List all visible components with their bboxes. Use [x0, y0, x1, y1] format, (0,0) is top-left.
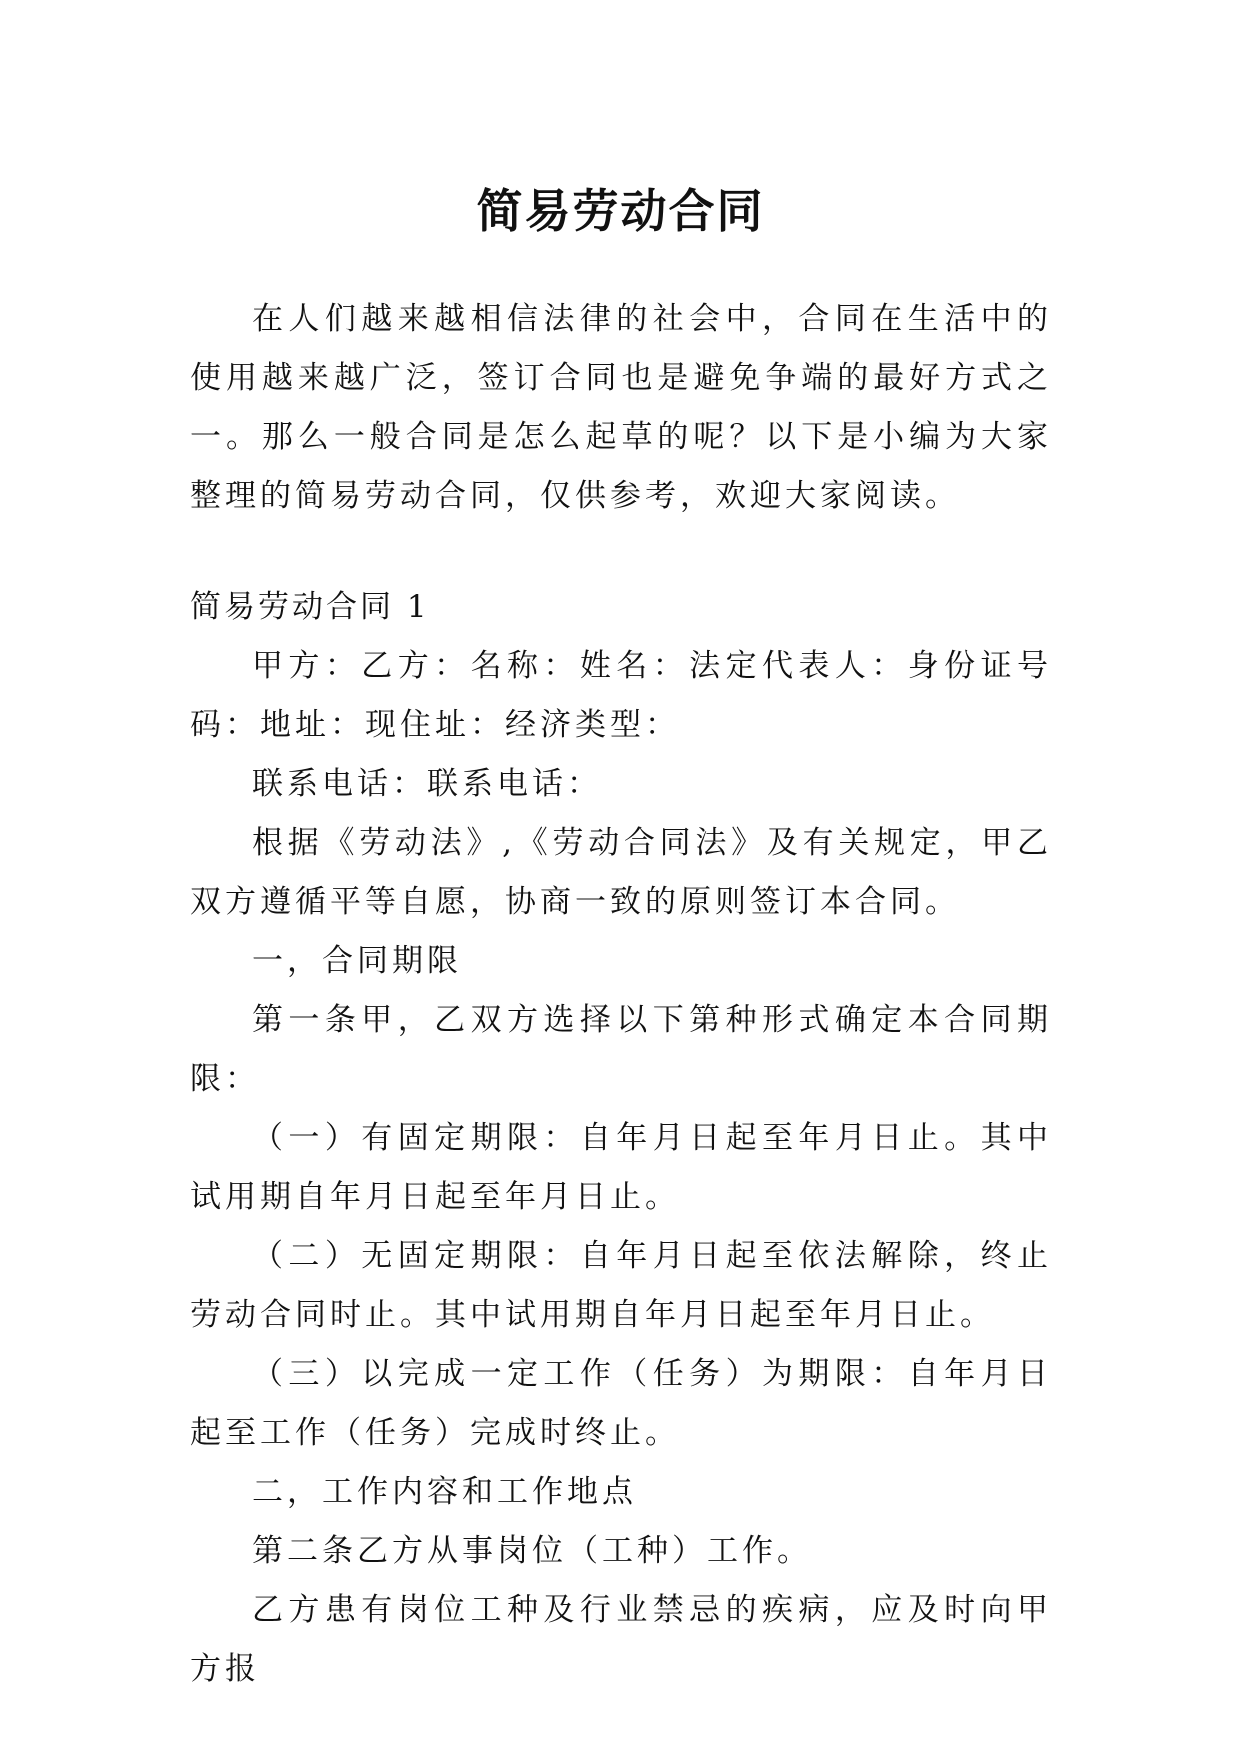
paragraph-health: 乙方患有岗位工种及行业禁忌的疾病，应及时向甲方报: [190, 1592, 1052, 1687]
heading-contract-term: 一，合同期限: [252, 943, 462, 979]
article-2: 第二条乙方从事岗位（工种）工作。: [252, 1533, 812, 1569]
term-option-1: （一）有固定期限：自年月日起至年月日止。其中试用期自年月日起至年月日止。: [190, 1120, 1052, 1215]
document-body: [190, 290, 1052, 1699]
heading-work-content: 二，工作内容和工作地点: [252, 1474, 637, 1510]
term-option-2: （二）无固定期限：自年月日起至依法解除，终止劳动合同时止。其中试用期自年月日起至年月日止。: [190, 1238, 1052, 1333]
term-option-3: （三）以完成一定工作（任务）为期限：自年月日起至工作（任务）完成时终止。: [190, 1356, 1052, 1451]
document-title: 简易劳动合同: [476, 183, 765, 238]
paragraph-parties: 甲方：乙方：名称：姓名：法定代表人：身份证号码：地址：现住址：经济类型：: [190, 648, 1052, 743]
article-1: 第一条甲，乙双方选择以下第种形式确定本合同期限：: [190, 1002, 1052, 1097]
paragraph-basis: 根据《劳动法》,《劳动合同法》及有关规定，甲乙双方遵循平等自愿，协商一致的原则签订本合同。: [190, 825, 1052, 920]
paragraph-phones: 联系电话：联系电话：: [252, 766, 602, 802]
section-title: 简易劳动合同 1: [190, 589, 430, 625]
intro-paragraph: 在人们越来越相信法律的社会中，合同在生活中的使用越来越广泛，签订合同也是避免争端的最好方式之一。那么一般合同是怎么起草的呢？以下是小编为大家整理的简易劳动合同，仅供参考，欢迎大家阅读。: [190, 301, 1052, 514]
